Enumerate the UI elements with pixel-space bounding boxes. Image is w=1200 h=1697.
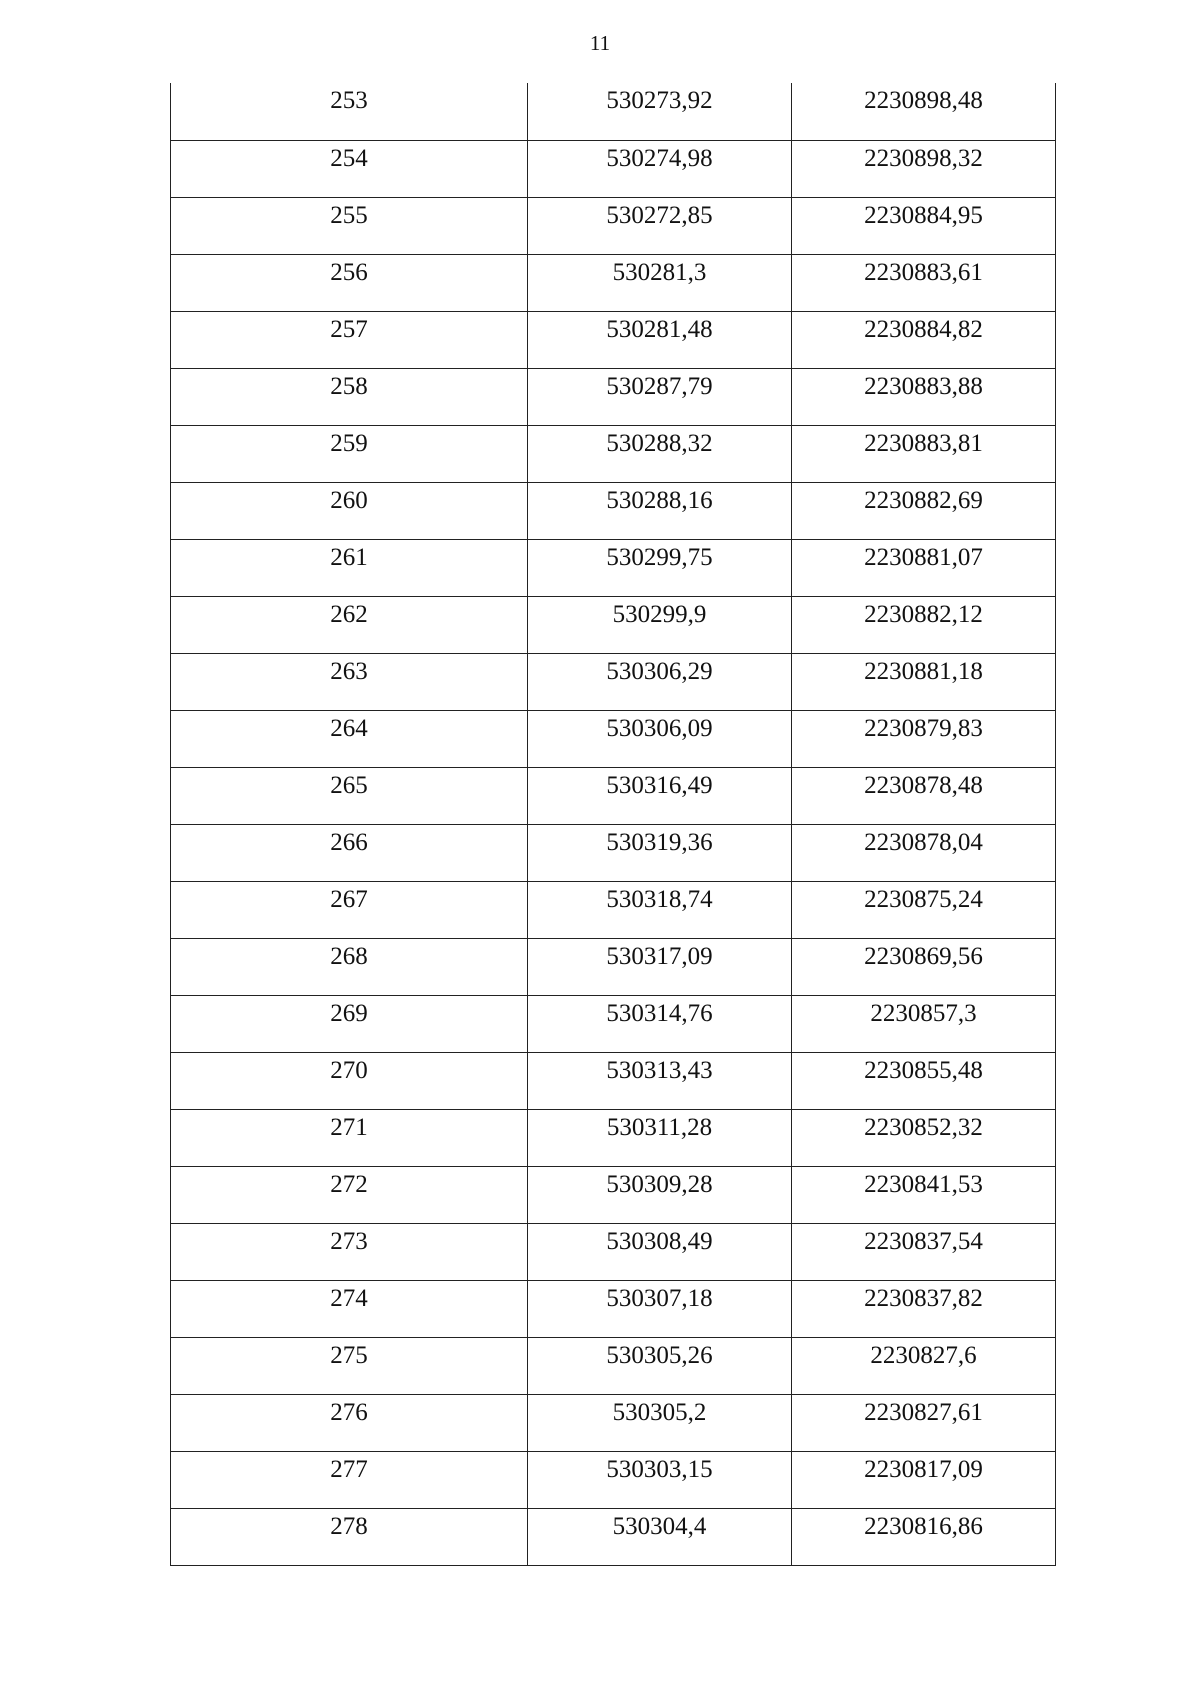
point-number-cell: 261 — [171, 539, 528, 596]
table-row — [171, 539, 1056, 596]
table-row — [171, 1394, 1056, 1451]
point-number-cell: 260 — [171, 482, 528, 539]
point-number-cell: 267 — [171, 881, 528, 938]
table-row — [171, 83, 1056, 140]
table-row — [171, 425, 1056, 482]
y-coordinate-cell: 2230816,86 — [792, 1508, 1056, 1565]
point-number-cell: 268 — [171, 938, 528, 995]
y-coordinate-cell: 2230881,07 — [792, 539, 1056, 596]
x-coordinate-cell: 530318,74 — [528, 881, 792, 938]
y-coordinate-cell: 2230898,48 — [792, 83, 1056, 140]
x-coordinate-cell: 530319,36 — [528, 824, 792, 881]
table-row — [171, 140, 1056, 197]
x-coordinate-cell: 530314,76 — [528, 995, 792, 1052]
point-number-cell: 276 — [171, 1394, 528, 1451]
table-row — [171, 824, 1056, 881]
point-number-cell: 275 — [171, 1337, 528, 1394]
x-coordinate-cell: 530287,79 — [528, 368, 792, 425]
y-coordinate-cell: 2230857,3 — [792, 995, 1056, 1052]
coordinates-table — [170, 83, 1056, 1566]
point-number-cell: 266 — [171, 824, 528, 881]
table-row — [171, 653, 1056, 710]
x-coordinate-cell: 530305,26 — [528, 1337, 792, 1394]
x-coordinate-cell: 530288,32 — [528, 425, 792, 482]
point-number-cell: 264 — [171, 710, 528, 767]
table-row — [171, 938, 1056, 995]
y-coordinate-cell: 2230881,18 — [792, 653, 1056, 710]
x-coordinate-cell: 530299,75 — [528, 539, 792, 596]
point-number-cell: 253 — [171, 83, 528, 140]
point-number-cell: 270 — [171, 1052, 528, 1109]
y-coordinate-cell: 2230884,82 — [792, 311, 1056, 368]
table-row — [171, 767, 1056, 824]
x-coordinate-cell: 530306,29 — [528, 653, 792, 710]
x-coordinate-cell: 530274,98 — [528, 140, 792, 197]
table-row — [171, 1280, 1056, 1337]
y-coordinate-cell: 2230884,95 — [792, 197, 1056, 254]
table-row — [171, 311, 1056, 368]
x-coordinate-cell: 530281,3 — [528, 254, 792, 311]
point-number-cell: 257 — [171, 311, 528, 368]
y-coordinate-cell: 2230827,61 — [792, 1394, 1056, 1451]
y-coordinate-cell: 2230837,82 — [792, 1280, 1056, 1337]
x-coordinate-cell: 530303,15 — [528, 1451, 792, 1508]
point-number-cell: 277 — [171, 1451, 528, 1508]
y-coordinate-cell: 2230875,24 — [792, 881, 1056, 938]
point-number-cell: 258 — [171, 368, 528, 425]
x-coordinate-cell: 530316,49 — [528, 767, 792, 824]
table-row — [171, 1166, 1056, 1223]
x-coordinate-cell: 530311,28 — [528, 1109, 792, 1166]
y-coordinate-cell: 2230879,83 — [792, 710, 1056, 767]
y-coordinate-cell: 2230883,61 — [792, 254, 1056, 311]
y-coordinate-cell: 2230837,54 — [792, 1223, 1056, 1280]
y-coordinate-cell: 2230878,48 — [792, 767, 1056, 824]
y-coordinate-cell: 2230841,53 — [792, 1166, 1056, 1223]
x-coordinate-cell: 530299,9 — [528, 596, 792, 653]
y-coordinate-cell: 2230883,88 — [792, 368, 1056, 425]
y-coordinate-cell: 2230817,09 — [792, 1451, 1056, 1508]
table-row — [171, 1508, 1056, 1565]
y-coordinate-cell: 2230882,12 — [792, 596, 1056, 653]
point-number-cell: 255 — [171, 197, 528, 254]
table-row — [171, 596, 1056, 653]
y-coordinate-cell: 2230898,32 — [792, 140, 1056, 197]
table-row — [171, 995, 1056, 1052]
table-row — [171, 881, 1056, 938]
table-row — [171, 254, 1056, 311]
x-coordinate-cell: 530273,92 — [528, 83, 792, 140]
point-number-cell: 273 — [171, 1223, 528, 1280]
point-number-cell: 269 — [171, 995, 528, 1052]
x-coordinate-cell: 530307,18 — [528, 1280, 792, 1337]
table-row — [171, 482, 1056, 539]
coordinates-table-body — [171, 83, 1056, 1565]
x-coordinate-cell: 530308,49 — [528, 1223, 792, 1280]
x-coordinate-cell: 530305,2 — [528, 1394, 792, 1451]
point-number-cell: 274 — [171, 1280, 528, 1337]
y-coordinate-cell: 2230869,56 — [792, 938, 1056, 995]
table-row — [171, 1109, 1056, 1166]
x-coordinate-cell: 530317,09 — [528, 938, 792, 995]
point-number-cell: 262 — [171, 596, 528, 653]
y-coordinate-cell: 2230855,48 — [792, 1052, 1056, 1109]
x-coordinate-cell: 530309,28 — [528, 1166, 792, 1223]
table-row — [171, 368, 1056, 425]
x-coordinate-cell: 530281,48 — [528, 311, 792, 368]
table-row — [171, 710, 1056, 767]
point-number-cell: 272 — [171, 1166, 528, 1223]
x-coordinate-cell: 530288,16 — [528, 482, 792, 539]
y-coordinate-cell: 2230827,6 — [792, 1337, 1056, 1394]
table-row — [171, 197, 1056, 254]
point-number-cell: 263 — [171, 653, 528, 710]
table-row — [171, 1337, 1056, 1394]
point-number-cell: 271 — [171, 1109, 528, 1166]
point-number-cell: 256 — [171, 254, 528, 311]
table-row — [171, 1052, 1056, 1109]
y-coordinate-cell: 2230883,81 — [792, 425, 1056, 482]
table-row — [171, 1223, 1056, 1280]
page-number: 11 — [589, 31, 611, 55]
y-coordinate-cell: 2230878,04 — [792, 824, 1056, 881]
point-number-cell: 259 — [171, 425, 528, 482]
table-row — [171, 1451, 1056, 1508]
point-number-cell: 265 — [171, 767, 528, 824]
point-number-cell: 254 — [171, 140, 528, 197]
point-number-cell: 278 — [171, 1508, 528, 1565]
y-coordinate-cell: 2230882,69 — [792, 482, 1056, 539]
x-coordinate-cell: 530313,43 — [528, 1052, 792, 1109]
y-coordinate-cell: 2230852,32 — [792, 1109, 1056, 1166]
x-coordinate-cell: 530304,4 — [528, 1508, 792, 1565]
x-coordinate-cell: 530306,09 — [528, 710, 792, 767]
x-coordinate-cell: 530272,85 — [528, 197, 792, 254]
